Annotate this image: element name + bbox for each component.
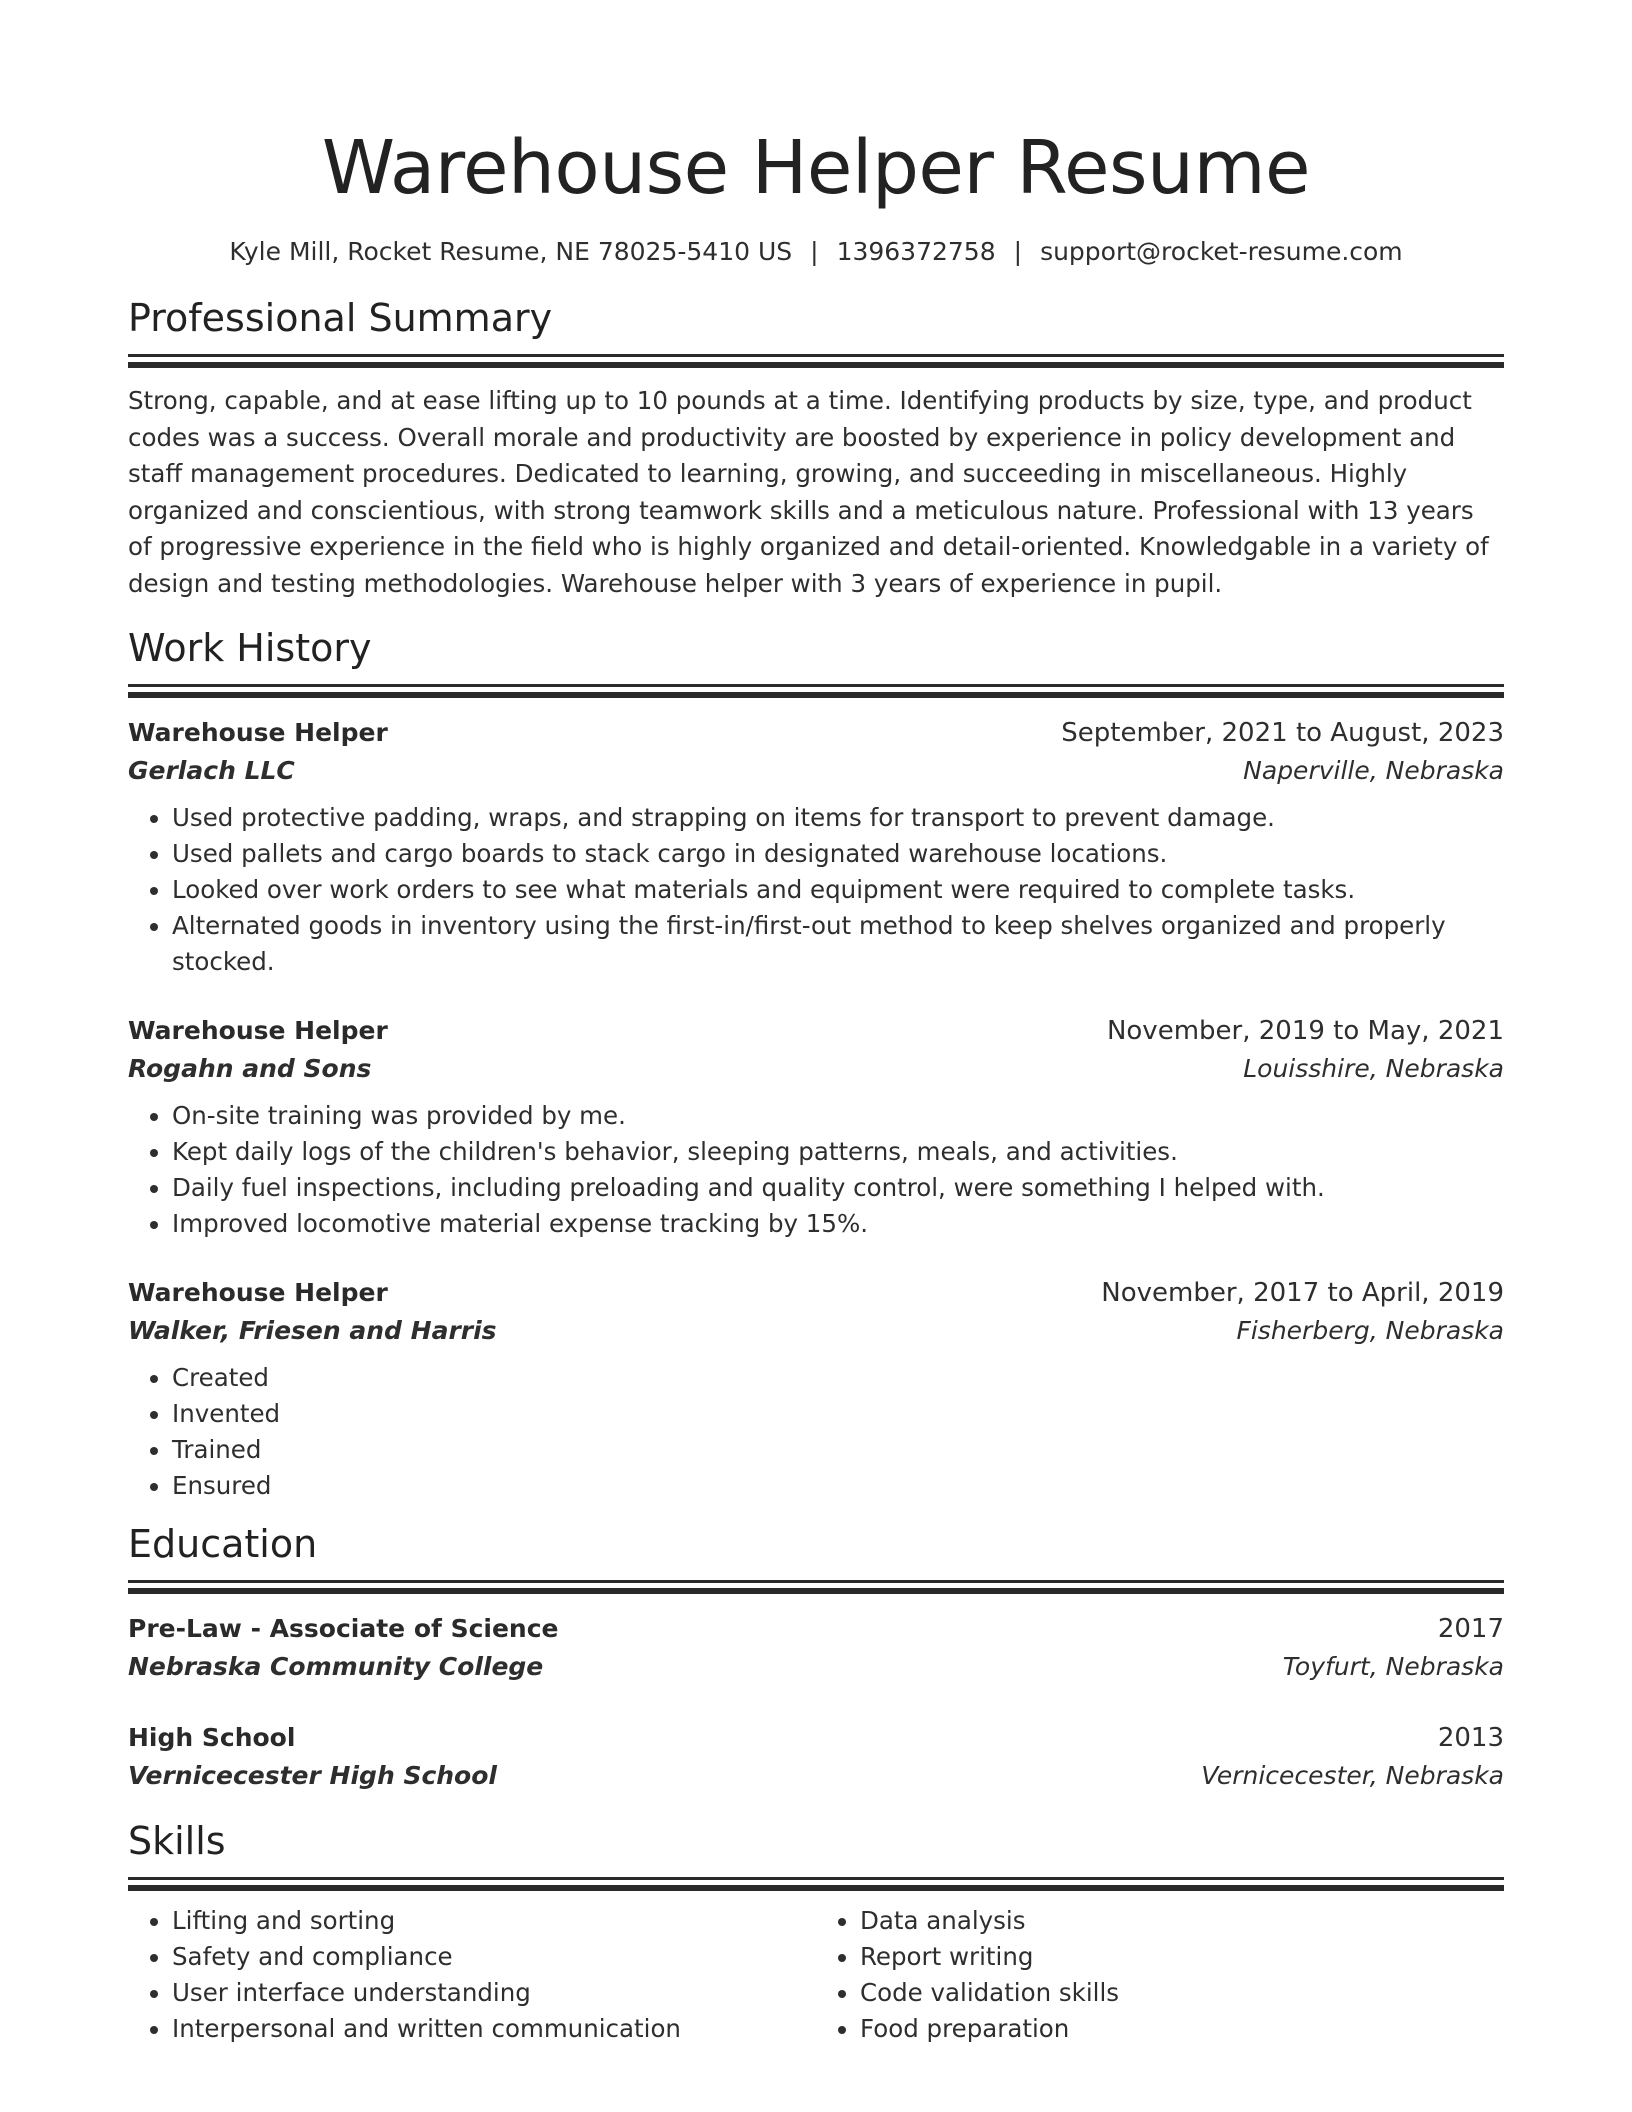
list-item: • Looked over work orders to see what materials and equipment were required to complete tasks. bbox=[172, 872, 1504, 908]
list-item: • Daily fuel inspections, including preloading and quality control, were something I helped with. bbox=[172, 1170, 1504, 1206]
list-item: • User interface understanding bbox=[172, 1975, 816, 2011]
section-heading-education: Education bbox=[128, 1522, 318, 1566]
job-company: Rogahn and Sons bbox=[128, 1054, 372, 1083]
list-item: • Used pallets and cargo boards to stack cargo in designated warehouse locations. bbox=[172, 836, 1504, 872]
section-heading-work: Work History bbox=[128, 626, 372, 670]
skills-section bbox=[128, 1817, 1504, 2047]
education-degree: Pre-Law - Associate of Science bbox=[128, 1614, 559, 1643]
section-divider bbox=[128, 692, 1504, 698]
education-section bbox=[128, 1520, 1504, 1795]
resume-title: Warehouse Helper Resume bbox=[321, 125, 1311, 211]
list-item: • Improved locomotive material expense tracking by 15%. bbox=[172, 1206, 1504, 1242]
education-school: Vernicecester High School bbox=[128, 1761, 497, 1790]
list-item: • Data analysis bbox=[860, 1903, 1504, 1939]
job-location: Fisherberg, Nebraska bbox=[1236, 1316, 1504, 1345]
job-dates: September, 2021 to August, 2023 bbox=[1061, 718, 1504, 748]
job-header-row bbox=[128, 714, 1504, 752]
section-divider bbox=[128, 362, 1504, 368]
job-dates: November, 2017 to April, 2019 bbox=[1101, 1278, 1504, 1308]
job-title: Warehouse Helper bbox=[128, 1278, 388, 1307]
skills-column-left bbox=[128, 1903, 816, 2047]
contact-separator: | bbox=[810, 237, 819, 266]
skills-grid bbox=[128, 1903, 1504, 2047]
list-item: • Trained bbox=[172, 1432, 1504, 1468]
education-degree: High School bbox=[128, 1723, 296, 1752]
list-item: • Invented bbox=[172, 1396, 1504, 1432]
education-header-row bbox=[128, 1719, 1504, 1757]
skills-list bbox=[128, 1903, 816, 2047]
list-item: • Code validation skills bbox=[860, 1975, 1504, 2011]
contact-line bbox=[128, 236, 1504, 268]
list-item: • On-site training was provided by me. bbox=[172, 1098, 1504, 1134]
job-dates: November, 2019 to May, 2021 bbox=[1106, 1016, 1504, 1046]
list-item: • Used protective padding, wraps, and strapping on items for transport to prevent damage. bbox=[172, 800, 1504, 836]
section-divider bbox=[128, 1885, 1504, 1891]
contact-address: Kyle Mill, Rocket Resume, NE 78025-5410 US bbox=[229, 237, 793, 266]
contact-phone: 1396372758 bbox=[836, 237, 996, 266]
education-header-row bbox=[128, 1610, 1504, 1648]
job-bullets bbox=[128, 800, 1504, 980]
job-entry bbox=[128, 1274, 1504, 1504]
contact-separator: | bbox=[1013, 237, 1023, 266]
skills-column-right bbox=[816, 1903, 1504, 2047]
section-divider bbox=[128, 1580, 1504, 1583]
skills-list bbox=[816, 1903, 1504, 2047]
work-history-section bbox=[128, 624, 1504, 1504]
list-item: • Report writing bbox=[860, 1939, 1504, 1975]
list-item: • Food preparation bbox=[860, 2011, 1504, 2047]
job-header-row bbox=[128, 1274, 1504, 1312]
job-bullets bbox=[128, 1360, 1504, 1504]
education-entry bbox=[128, 1610, 1504, 1686]
section-divider bbox=[128, 1877, 1504, 1880]
education-school-row bbox=[128, 1648, 1504, 1686]
education-year: 2017 bbox=[1437, 1614, 1504, 1644]
job-company: Walker, Friesen and Harris bbox=[128, 1316, 497, 1345]
job-location: Louisshire, Nebraska bbox=[1243, 1054, 1504, 1083]
education-school: Nebraska Community College bbox=[128, 1652, 544, 1681]
job-company-row bbox=[128, 752, 1504, 790]
job-company: Gerlach LLC bbox=[128, 756, 295, 785]
job-company-row bbox=[128, 1050, 1504, 1088]
contact-email: support@rocket-resume.com bbox=[1040, 237, 1403, 266]
education-school-row bbox=[128, 1757, 1504, 1795]
summary-section bbox=[128, 294, 1504, 602]
education-location: Toyfurt, Nebraska bbox=[1282, 1652, 1504, 1681]
section-divider bbox=[128, 354, 1504, 357]
education-location: Vernicecester, Nebraska bbox=[1201, 1761, 1504, 1790]
section-heading-skills: Skills bbox=[128, 1819, 226, 1863]
list-item: • Safety and compliance bbox=[172, 1939, 816, 1975]
job-title: Warehouse Helper bbox=[128, 718, 388, 747]
summary-text: Strong, capable, and at ease lifting up to 10 pounds at a time. Identifying products by size, type, and product codes was a success. Overall morale and productivity are boosted by experience in policy development and staff management procedures. Dedicated to learning, growing, and succeeding in miscellaneous. Highly organized and conscientious, with strong teamwork skills and a meticulous nature. Professional with 13 years of progressive experience in the field who is highly organized and detail-oriented. Knowledgable in a variety of design and testing methodologies. Warehouse helper with 3 years of experience in pupil. bbox=[128, 386, 1489, 598]
list-item: • Created bbox=[172, 1360, 1504, 1396]
education-entry bbox=[128, 1719, 1504, 1795]
list-item: • Ensured bbox=[172, 1468, 1504, 1504]
list-item: • Kept daily logs of the children's behavior, sleeping patterns, meals, and activities. bbox=[172, 1134, 1504, 1170]
job-header-row bbox=[128, 1012, 1504, 1050]
section-divider bbox=[128, 1588, 1504, 1594]
list-item: • Lifting and sorting bbox=[172, 1903, 816, 1939]
job-company-row bbox=[128, 1312, 1504, 1350]
list-item: • Alternated goods in inventory using the first-in/first-out method to keep shelves organized and properly stocked. bbox=[172, 908, 1504, 980]
education-year: 2013 bbox=[1437, 1723, 1504, 1753]
job-entry bbox=[128, 714, 1504, 980]
list-item: • Interpersonal and written communication bbox=[172, 2011, 816, 2047]
section-heading-summary: Professional Summary bbox=[128, 296, 553, 340]
section-divider bbox=[128, 684, 1504, 687]
job-location: Naperville, Nebraska bbox=[1243, 756, 1504, 785]
job-title: Warehouse Helper bbox=[128, 1016, 388, 1045]
job-entry bbox=[128, 1012, 1504, 1242]
job-bullets bbox=[128, 1098, 1504, 1242]
